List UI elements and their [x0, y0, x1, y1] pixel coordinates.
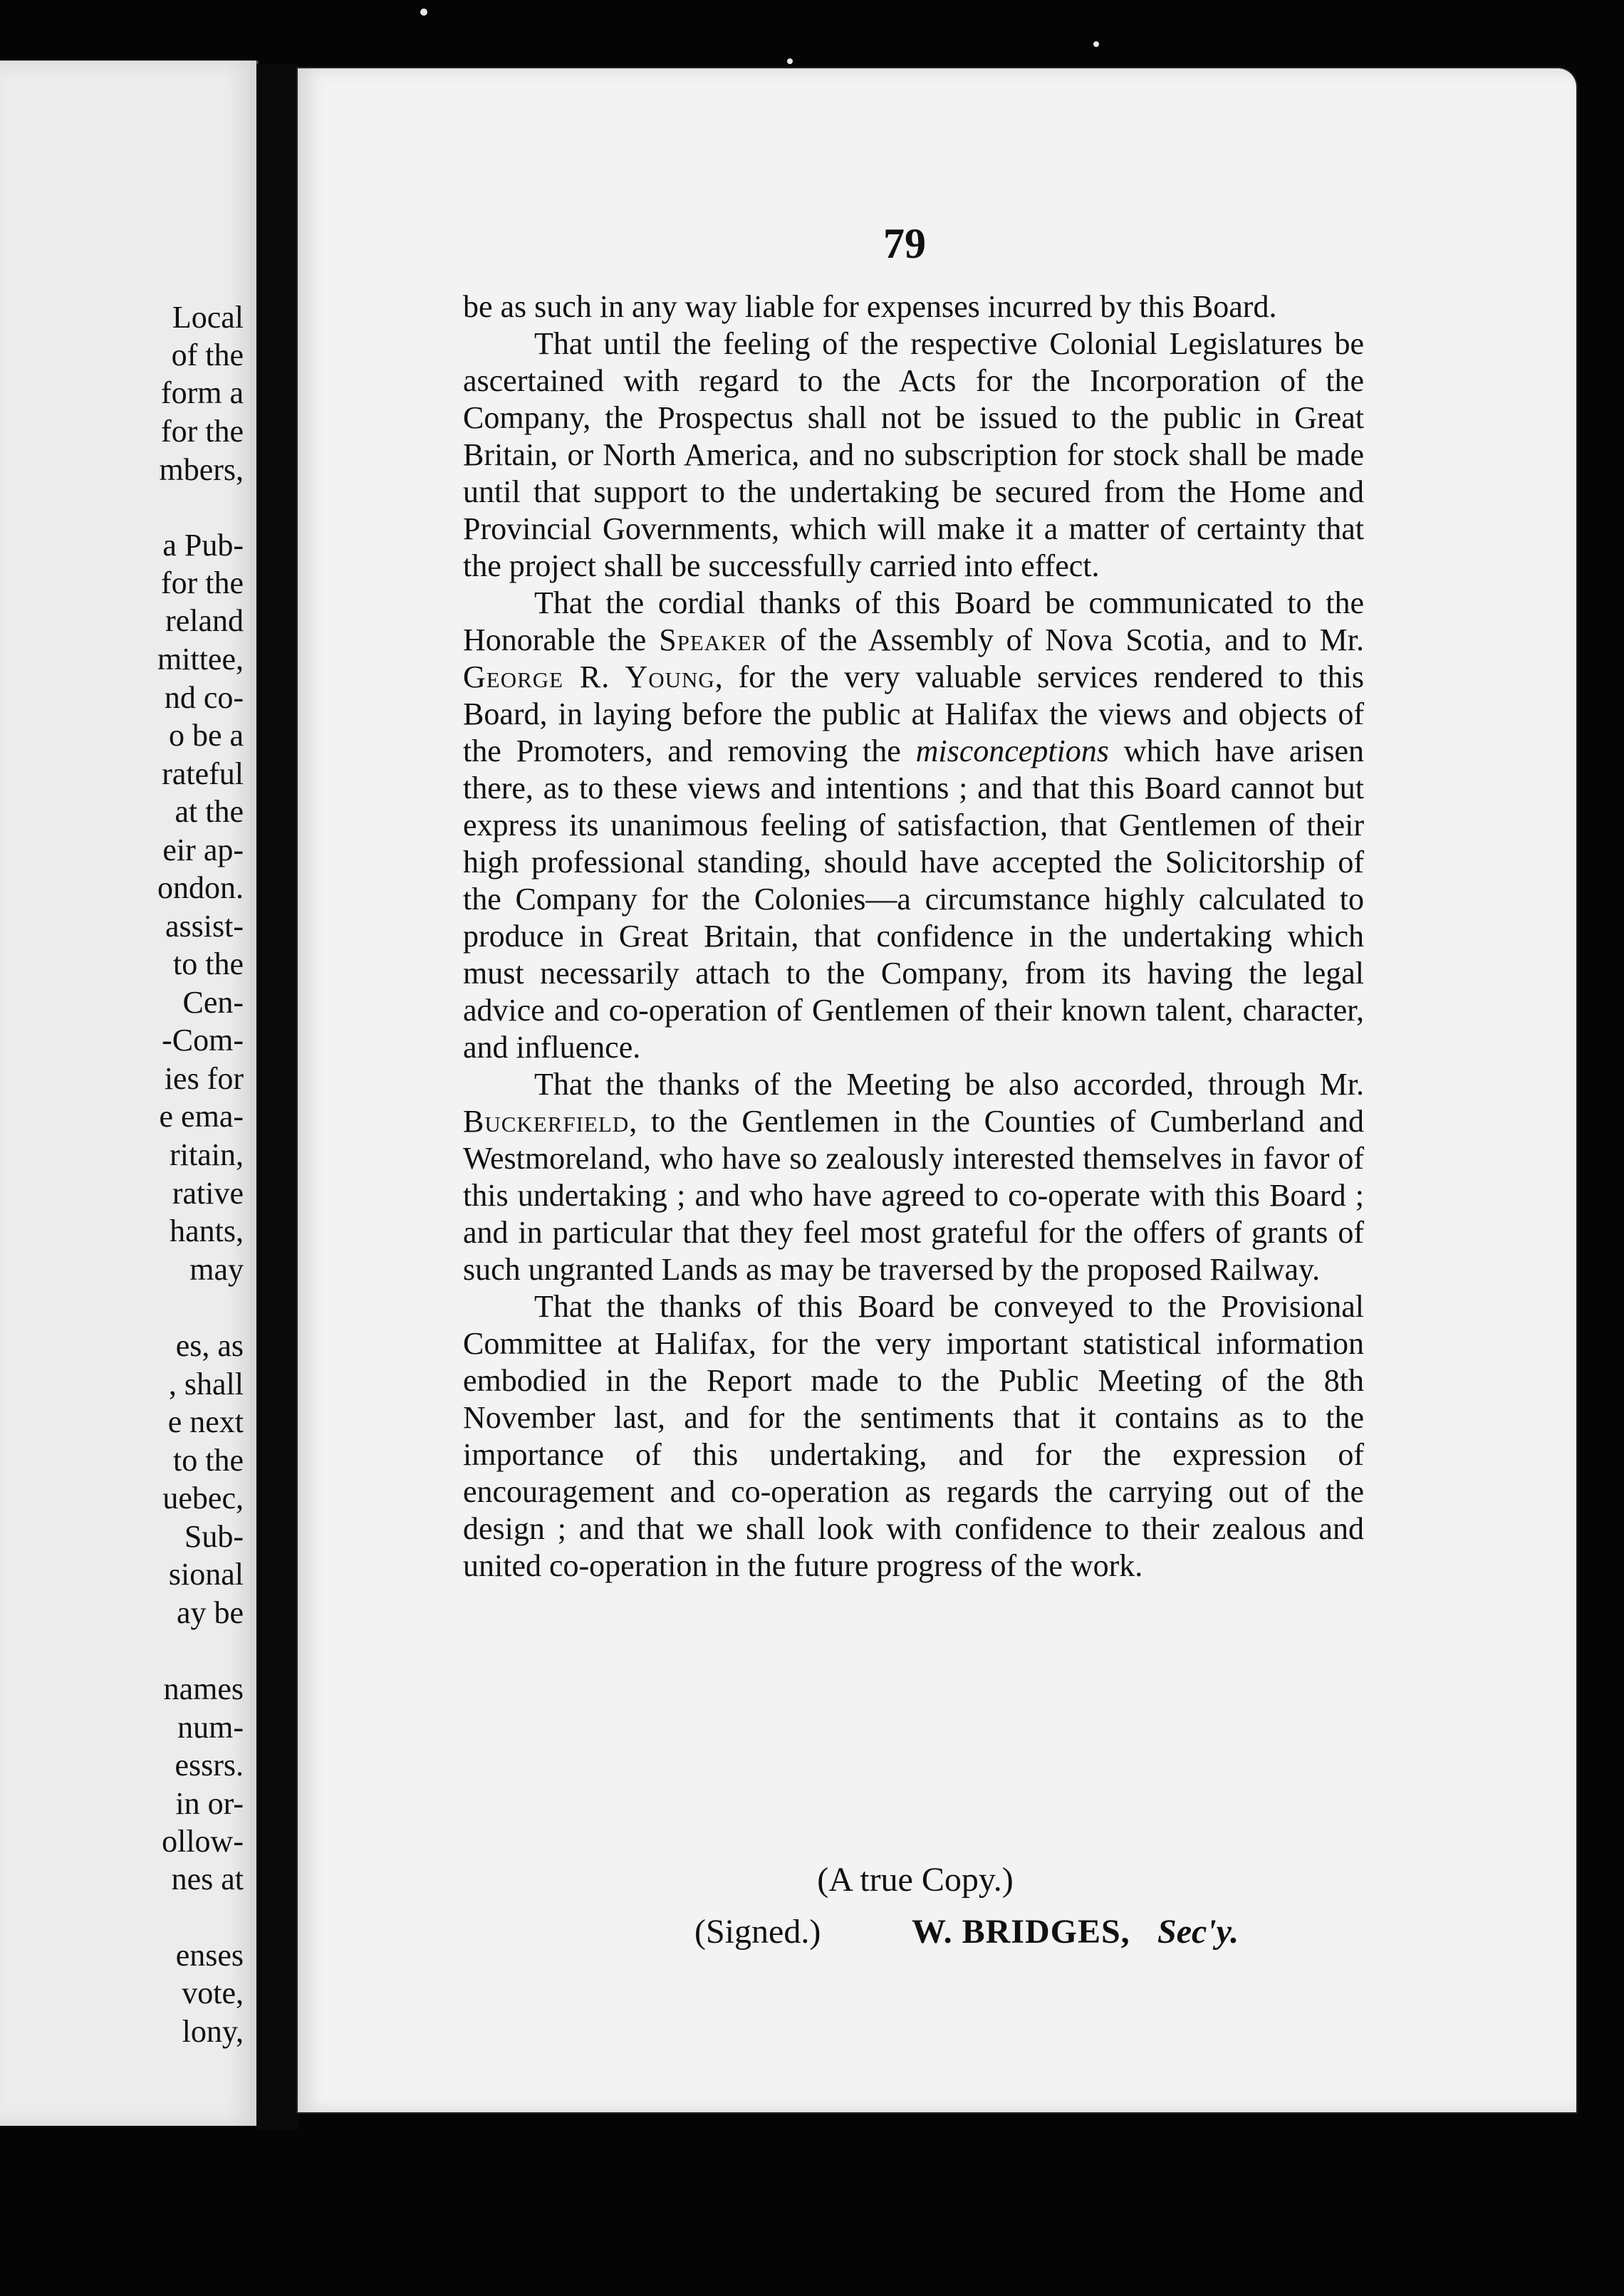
left-page-line: uebec,: [162, 1481, 244, 1515]
scan-speck: [787, 58, 793, 64]
scan-speck: [1093, 41, 1099, 47]
left-page-line: rative: [172, 1176, 244, 1211]
left-page-line: names: [163, 1671, 244, 1706]
left-page-line: -Com-: [162, 1023, 244, 1058]
left-page-line: essrs.: [175, 1748, 244, 1783]
left-page-line: ay be: [176, 1595, 244, 1630]
left-page-line: vote,: [182, 1976, 244, 2010]
body-paragraph: be as such in any way liable for expenses incurred by this Board.: [463, 289, 1277, 324]
left-page-line: may: [189, 1252, 244, 1287]
paragraph-run: Buckerfield: [463, 1104, 630, 1139]
paragraph-run: Speaker: [659, 622, 768, 657]
paragraph-run: George R. Young: [463, 659, 715, 694]
left-page-line: of the: [171, 338, 244, 372]
left-page-line: assist-: [165, 909, 244, 944]
left-page-line: rateful: [162, 756, 244, 791]
signed-label: (Signed.): [694, 1913, 821, 1951]
paragraph-run: That the thanks of the Meeting be also accorded, through Mr.: [534, 1067, 1364, 1102]
left-page-line: mittee,: [157, 642, 244, 677]
left-page-line: lony,: [182, 2014, 244, 2049]
left-page-line: o be a: [168, 718, 244, 753]
left-page-line: mbers,: [159, 452, 244, 487]
body-paragraph: [463, 585, 1364, 1066]
body-paragraph: That until the feeling of the respective Colonial Legislatures be ascertained with regard to the Acts for the Incorporation of the Company, the Prospectus shall not be issued to the public in Great Britain, or North America, and no subscription for stock shall be made until that support to the undertaking be secured from the Home and Provincial Governments, which will make it a matter of certainty that the project shall be successfully carried into effect.: [463, 326, 1364, 583]
body-paragraph: That the thanks of this Board be conveyed to the Provisional Committee at Halifax, for the very important statistical information embodied in the Report made to the Public Meeting of the 8th November last, and for the sentiments that it contains as to the importance of this undertaking, and for the expression of encouragement and co-operation as regards the carrying out of the design ; and that we shall look with confidence to their zealous and united co-operation in the future progress of the work.: [463, 1289, 1364, 1583]
paragraph-run: That the cordial thanks of this Board be communicated to the Honorable the: [463, 585, 1364, 657]
left-page-line: , shall: [168, 1367, 244, 1402]
left-page-line: num-: [177, 1710, 244, 1745]
left-page-line: reland: [165, 603, 244, 638]
signer-title: Sec'y.: [1157, 1913, 1239, 1951]
paragraph-run: of the Assembly of Nova Scotia, and to Mr.: [767, 622, 1364, 657]
book-gutter: [256, 64, 299, 2129]
left-page-line: ies for: [164, 1061, 244, 1096]
left-page-line: for the: [160, 565, 244, 600]
left-page-line: Cen-: [182, 985, 244, 1020]
left-page-line: to the: [173, 946, 244, 981]
left-page-line: eir ap-: [162, 833, 244, 867]
left-page-line: e next: [167, 1404, 244, 1439]
left-page-line: to the: [173, 1443, 244, 1478]
left-page-line: nd co-: [164, 680, 244, 715]
page-body-text: [463, 288, 1364, 1585]
page-number: 79: [883, 220, 926, 267]
signature-line: [694, 1912, 1286, 1955]
previous-page-edge: [0, 61, 259, 2126]
left-page-line: for the: [160, 414, 244, 449]
left-page-line: ritain,: [170, 1137, 244, 1172]
left-page-line: nes at: [171, 1862, 244, 1896]
left-page-line: in or-: [175, 1786, 244, 1821]
left-page-line: Local: [172, 300, 244, 335]
true-copy-note: (A true Copy.): [817, 1861, 1014, 1899]
left-page-line: e ema-: [159, 1099, 244, 1134]
paragraph-run: which have arisen there, as to these views and intentions ; and that this Board cannot but express its unanimous feeling of satisfaction, that Gentlemen of their high professional standing, should have accepted the Solicitorship of the Company for the Colonies—a circumstance highly calculated to produce in Great Britain, that confidence in the undertaking which must necessarily attach to the Company, from its having the legal advice and co-operation of Gentlemen of their known talent, character, and influence.: [463, 734, 1364, 1065]
left-page-line: Sub-: [184, 1519, 244, 1554]
left-page-line: ollow-: [162, 1824, 244, 1859]
paragraph-run: , to the Gentlemen in the Counties of Cumberland and Westmoreland, who have so zealously interested themselves in favor of this undertaking ; and who have agreed to co-operate with this Board ; and in particular that they feel most grateful for the offers of grants of such ungranted Lands as may be traversed by the proposed Railway.: [463, 1104, 1364, 1287]
scan-speck: [420, 9, 427, 16]
left-page-line: enses: [175, 1938, 244, 1973]
left-page-line: sional: [168, 1557, 244, 1592]
left-page-line: es, as: [175, 1328, 244, 1363]
paragraph-run: , for the very valuable services rendered to this Board, in laying before the public at Halifax the views and objects of the Promoters, and removing the: [463, 659, 1364, 768]
left-page-line: form a: [160, 375, 244, 410]
left-page-line: a Pub-: [162, 528, 244, 563]
paragraph-run: misconceptions: [915, 734, 1109, 768]
signer-name: W. BRIDGES,: [912, 1913, 1130, 1951]
body-paragraph: [463, 1066, 1364, 1288]
left-page-line: at the: [175, 794, 244, 829]
left-page-line: ondon.: [157, 870, 244, 905]
left-page-line: hants,: [170, 1214, 244, 1248]
